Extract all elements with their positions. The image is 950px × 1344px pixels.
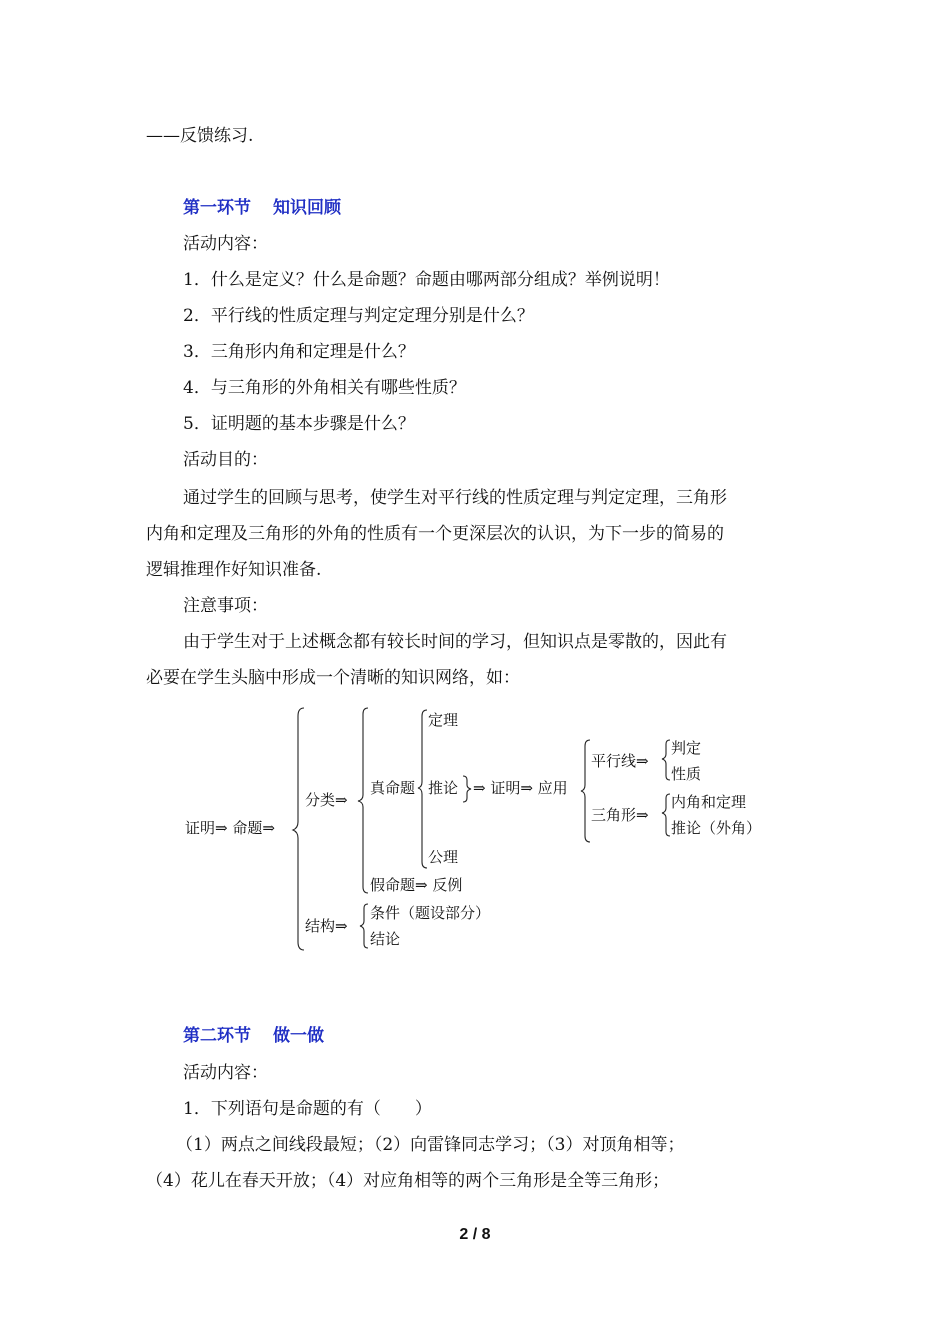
tree-angle-sum: 内角和定理 bbox=[671, 793, 747, 811]
exercise-1-options-line2: （4）花儿在春天开放；（4）对应角相等的两个三角形是全等三角形； bbox=[146, 1171, 670, 1191]
intro-line: ——反馈练习. bbox=[146, 126, 254, 146]
question-5: 5．证明题的基本步骤是什么？ bbox=[183, 414, 415, 434]
page-number: 2 / 8 bbox=[459, 1226, 491, 1243]
tree-false-prop: 假命题⇒ 反例 bbox=[370, 876, 463, 894]
brace-main bbox=[293, 708, 304, 950]
tree-triangle: 三角形⇒ bbox=[591, 806, 649, 824]
tree-conclusion: 结论 bbox=[370, 930, 401, 948]
note-label: 注意事项： bbox=[183, 596, 268, 616]
section2-activity-label: 活动内容： bbox=[183, 1063, 268, 1083]
section1-title-a: 第一环节 bbox=[183, 198, 251, 218]
question-4: 4．与三角形的外角相关有哪些性质？ bbox=[183, 378, 466, 398]
tree-corollary-ext: 推论（外角） bbox=[671, 819, 762, 837]
tree-judge: 判定 bbox=[671, 739, 702, 757]
section2-title-b: 做一做 bbox=[273, 1026, 324, 1046]
tree-true-prop: 真命题 bbox=[370, 779, 416, 797]
purpose-line-2: 内角和定理及三角形的外角的性质有一个更深层次的认识，为下一步的简易的 bbox=[146, 524, 724, 544]
brace-corollary-close bbox=[463, 776, 471, 802]
tree-chain: ⇒ 证明⇒ 应用 bbox=[473, 779, 568, 797]
section1-activity-label: 活动内容： bbox=[183, 234, 268, 254]
exercise-1: 1．下列语句是命题的有（ ） bbox=[183, 1099, 432, 1119]
note-line-1: 由于学生对于上述概念都有较长时间的学习，但知识点是零散的，因此有 bbox=[183, 632, 727, 652]
purpose-line-3: 逻辑推理作好知识准备. bbox=[146, 560, 322, 580]
tree-parallel: 平行线⇒ bbox=[591, 752, 649, 770]
tree-theorem: 定理 bbox=[428, 711, 459, 729]
purpose-label: 活动目的： bbox=[183, 450, 268, 470]
tree-corollary: 推论 bbox=[428, 779, 459, 797]
brace-structure bbox=[360, 904, 368, 948]
question-2: 2．平行线的性质定理与判定定理分别是什么？ bbox=[183, 306, 534, 326]
tree-classify: 分类⇒ bbox=[305, 791, 348, 809]
purpose-line-1: 通过学生的回顾与思考，使学生对平行线的性质定理与判定定理，三角形 bbox=[183, 488, 727, 508]
section2-title-a: 第二环节 bbox=[183, 1026, 251, 1046]
brace-classify bbox=[358, 708, 368, 893]
tree-property: 性质 bbox=[671, 765, 702, 783]
tree-structure: 结构⇒ bbox=[305, 917, 348, 935]
tree-axiom: 公理 bbox=[428, 848, 459, 866]
brace-true-prop bbox=[418, 710, 427, 868]
note-line-2: 必要在学生头脑中形成一个清晰的知识网络，如： bbox=[146, 668, 520, 688]
exercise-1-options-line1: （1）两点之间线段最短；（2）向雷锋同志学习；（3）对顶角相等； bbox=[176, 1135, 685, 1155]
tree-condition: 条件（题设部分） bbox=[370, 904, 491, 922]
question-3: 3．三角形内角和定理是什么？ bbox=[183, 342, 415, 362]
question-1: 1．什么是定义？什么是命题？命题由哪两部分组成？举例说明！ bbox=[183, 270, 670, 290]
brace-triangle bbox=[662, 794, 670, 836]
brace-apply bbox=[581, 740, 590, 842]
section2-heading bbox=[183, 1024, 324, 1048]
tree-root: 证明⇒ 命题⇒ bbox=[185, 819, 275, 837]
brace-parallel bbox=[662, 740, 670, 780]
section1-title-b: 知识回顾 bbox=[273, 198, 341, 218]
